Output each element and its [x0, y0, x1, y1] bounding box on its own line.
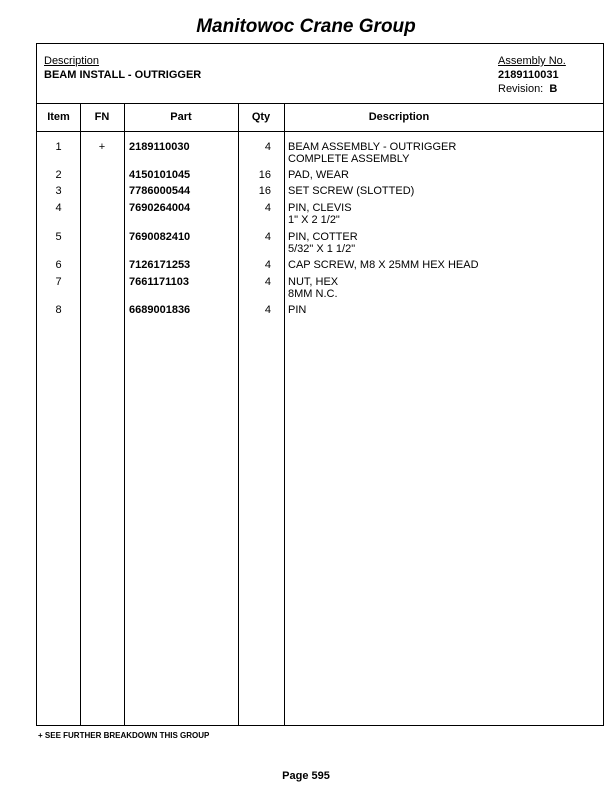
description-label: Description: [44, 55, 100, 67]
part-description: PIN: [288, 304, 307, 316]
column-divider: [124, 104, 125, 725]
part-description: PIN, COTTER 5/32" X 1 1/2": [288, 231, 358, 255]
part-number: 7661171103: [129, 276, 189, 288]
item-number: 6: [55, 259, 62, 271]
item-number: 5: [55, 231, 62, 243]
column-divider: [238, 104, 239, 725]
column-header-description: Description: [368, 111, 430, 123]
quantity: 4: [264, 304, 271, 316]
part-description: CAP SCREW, M8 X 25MM HEX HEAD: [288, 259, 479, 271]
assembly-number-block: [498, 54, 566, 96]
quantity: 16: [258, 169, 271, 181]
item-number: 1: [55, 141, 62, 153]
item-number: 3: [55, 185, 62, 197]
part-number: 7786000544: [129, 185, 191, 197]
part-number: 7690264004: [129, 202, 191, 214]
part-description: PAD, WEAR: [288, 169, 349, 181]
part-number: 6689001836: [129, 304, 191, 316]
quantity: 4: [264, 231, 271, 243]
part-description: NUT, HEX 8MM N.C.: [288, 276, 339, 300]
column-header-qty: Qty: [251, 111, 271, 123]
part-number: 7126171253: [129, 259, 191, 271]
column-header-part: Part: [170, 111, 192, 123]
description-value: BEAM INSTALL - OUTRIGGER: [44, 69, 202, 81]
page-title: Manitowoc Crane Group: [196, 16, 416, 37]
assembly-header: [37, 44, 603, 104]
column-header-fn: FN: [94, 111, 110, 123]
assembly-description-block: [44, 54, 201, 82]
quantity: 4: [264, 141, 271, 153]
item-number: 4: [55, 202, 62, 214]
quantity: 4: [264, 276, 271, 288]
item-number: 7: [55, 276, 62, 288]
part-number: 2189110030: [129, 141, 190, 153]
part-description: BEAM ASSEMBLY - OUTRIGGER COMPLETE ASSEMBLY: [288, 141, 457, 165]
footnote: + SEE FURTHER BREAKDOWN THIS GROUP: [38, 731, 210, 740]
column-divider: [284, 104, 285, 725]
revision-line: [498, 82, 566, 96]
quantity: 4: [264, 202, 271, 214]
part-number: 4150101045: [129, 169, 191, 181]
quantity: 4: [264, 259, 271, 271]
part-description: SET SCREW (SLOTTED): [288, 185, 415, 197]
part-description: PIN, CLEVIS 1" X 2 1/2": [288, 202, 352, 226]
fn-marker: +: [98, 141, 106, 153]
quantity: 16: [258, 185, 271, 197]
item-number: 2: [55, 169, 62, 181]
parts-table-frame: [36, 43, 604, 726]
revision-label: Revision:: [498, 83, 544, 95]
assembly-number: 2189110031: [498, 69, 559, 81]
item-number: 8: [55, 304, 62, 316]
column-divider: [80, 104, 81, 725]
page-number: Page 595: [282, 770, 330, 782]
column-header-item: Item: [47, 111, 70, 123]
assembly-label: Assembly No.: [498, 55, 566, 67]
part-number: 7690082410: [129, 231, 191, 243]
column-header-row: [37, 104, 603, 132]
revision-value: B: [549, 83, 558, 95]
